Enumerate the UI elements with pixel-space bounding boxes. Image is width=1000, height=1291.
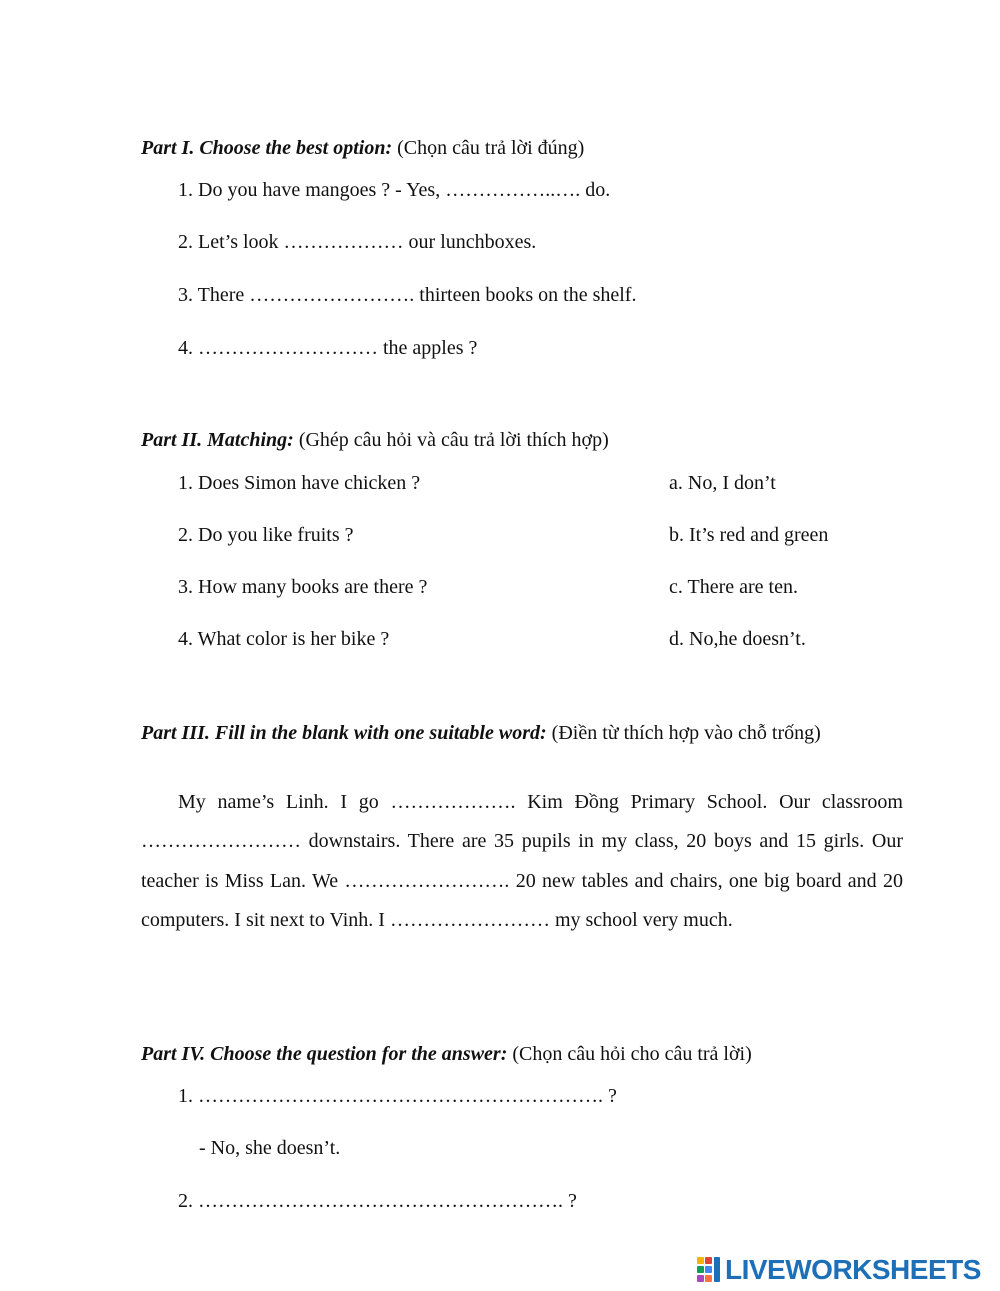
part4-subtitle: (Chọn câu hỏi cho câu trả lời) — [512, 1043, 752, 1065]
part2-answer-c: c. There are ten. — [669, 576, 798, 598]
part3-paragraph-text: My name’s Linh. I go ………………. Kim Đồng Primary School. Our classroom …………………… downstairs. There are 35 pupils in my class, 20 boys and 15 girls. Our teacher is Miss Lan. We ……………………. 20 new tables and chairs, one big board and 20 computers. I sit next to Vinh. I …………………… my school very much. — [141, 791, 903, 931]
part1-item-4: 4. ……………………… the apples ? — [178, 337, 478, 359]
part2-question-2: 2. Do you like fruits ? — [178, 524, 354, 546]
part1-subtitle: (Chọn câu trả lời đúng) — [397, 137, 585, 159]
part2-answer-a: a. No, I don’t — [669, 472, 776, 494]
part1-item-2: 2. Let’s look ……………… our lunchboxes. — [178, 231, 537, 253]
part2-answer-b: b. It’s red and green — [669, 524, 829, 546]
part4-heading — [141, 1042, 752, 1066]
part4-question-1: 1. ……………………………………………………. ? — [178, 1085, 617, 1107]
liveworksheets-logo-icon — [697, 1257, 721, 1283]
part1-item-1: 1. Do you have mangoes ? - Yes, ……………..…. do. — [178, 179, 611, 201]
part3-title: Part III. Fill in the blank with one suitable word: — [141, 722, 547, 744]
part2-question-1: 1. Does Simon have chicken ? — [178, 472, 421, 494]
part2-heading — [141, 428, 609, 452]
part1-title: Part I. Choose the best option: — [141, 137, 393, 159]
liveworksheets-logo[interactable] — [697, 1254, 981, 1286]
part4-title: Part IV. Choose the question for the answer: — [141, 1043, 508, 1065]
part1-item-3: 3. There ……………………. thirteen books on the shelf. — [178, 284, 637, 306]
part2-question-3: 3. How many books are there ? — [178, 576, 428, 598]
part2-answer-d: d. No,he doesn’t. — [669, 628, 806, 650]
part4-answer-1: - No, she doesn’t. — [199, 1137, 341, 1159]
part1-heading — [141, 136, 584, 160]
part2-question-4: 4. What color is her bike ? — [178, 628, 390, 650]
part3-heading — [141, 721, 861, 745]
part2-title: Part II. Matching: — [141, 429, 294, 451]
part4-question-2: 2. ………………………………………………. ? — [178, 1190, 577, 1212]
part3-paragraph — [141, 783, 903, 940]
part3-subtitle: (Điền từ thích hợp vào chỗ trống) — [551, 722, 821, 744]
part2-subtitle: (Ghép câu hỏi và câu trả lời thích hợp) — [298, 429, 609, 451]
liveworksheets-logo-text: LIVEWORKSHEETS — [725, 1254, 981, 1285]
